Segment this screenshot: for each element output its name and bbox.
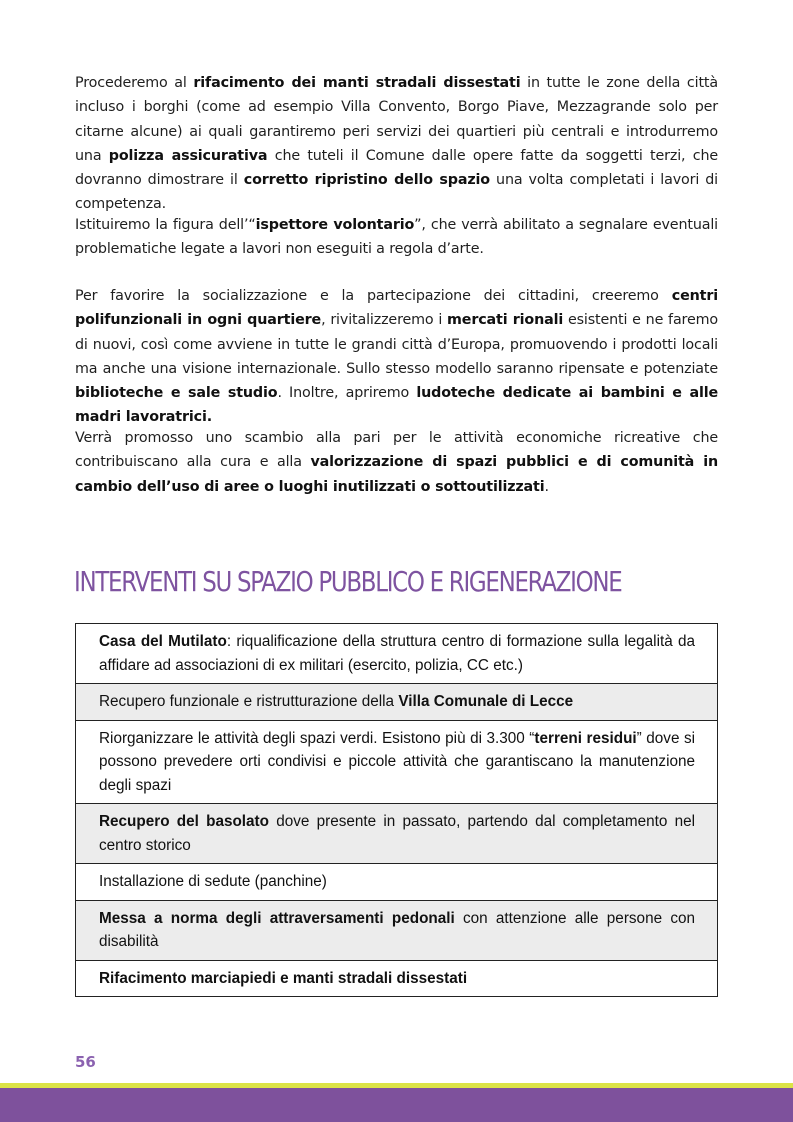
table-cell [76, 864, 718, 901]
text-span: Istituiremo la figura dell’“ [75, 217, 256, 233]
table-cell [76, 624, 718, 684]
page-number: 56 [75, 1053, 96, 1071]
footer-band-purple [0, 1088, 793, 1122]
bold-text-span: Recupero del basolato [99, 813, 269, 830]
table-row [76, 960, 718, 997]
table-cell [76, 804, 718, 864]
table-cell [76, 720, 718, 804]
paragraph-exchange-economy [75, 426, 718, 499]
text-span: dove presente in passato, partendo dal completamento nel centro storico [99, 813, 695, 854]
text-span: Per favorire la socializzazione e la partecipazione dei cittadini, creeremo [75, 288, 672, 304]
paragraph-road-resurfacing [75, 71, 718, 217]
text-span: Procederemo al [75, 75, 194, 91]
text-span: Verrà promosso uno scambio alla pari per le attività economiche ricreative che contribuiscano alla cura e alla [75, 430, 718, 471]
bold-text-span: Villa Comunale di Lecce [398, 693, 574, 710]
bold-text-span: terreni residui [534, 729, 637, 747]
paragraph-volunteer-inspector [75, 213, 718, 262]
text-span: Installazione di sedute (panchine) [99, 873, 327, 890]
text-span: ”, che verrà abilitato a segnalare eventuali problematiche legate a lavori non eseguiti a regola d’arte. [75, 217, 718, 258]
bold-text-span: ispettore volontario [255, 217, 415, 233]
bold-text-span: polizza assicurativa [108, 147, 268, 164]
table-cell [76, 684, 718, 721]
bold-text-span: Casa del Mutilato [99, 633, 227, 650]
bold-text-span: ludoteche dedicate ai bambini e alle madri lavoratrici. [75, 385, 719, 426]
table-cell [76, 900, 718, 960]
text-span: . Inoltre, apriremo [277, 385, 417, 402]
text-span: , rivitalizzeremo i [321, 312, 448, 329]
text-span: : riqualificazione della struttura centro di formazione sulla legalità da affidare ad associazioni di ex militari (esercito, polizia, CC etc.) [99, 633, 696, 674]
table-row [76, 720, 718, 804]
text-span: esistenti e ne faremo di nuovi, così come avviene in tutte le grandi città d’Europa, promuovendo i prodotti locali ma anche una visione internazionale. Sullo stesso modello saranno ripensate e potenziate [75, 312, 718, 377]
text-span: . [544, 478, 549, 495]
interventions-table-body [76, 624, 718, 997]
bold-text-span: rifacimento dei manti stradali dissestati [193, 75, 521, 91]
text-span: ” dove si possono prevedere orti condivisi e piccole attività che garantiscano la manutenzione degli spazi [99, 729, 696, 794]
text-span: con attenzione alle persone con disabilità [99, 909, 695, 950]
interventions-table [75, 623, 718, 997]
table-row [76, 900, 718, 960]
table-cell [76, 960, 718, 997]
text-span: che tuteli il Comune dalle opere fatte da soggetti terzi, che dovranno dimostrare il [75, 147, 718, 189]
table-row [76, 864, 718, 901]
table-row [76, 624, 718, 684]
bold-text-span: valorizzazione di spazi pubblici e di comunità in cambio dell’uso di aree o luoghi inutilizzati o sottoutilizzati [75, 454, 718, 495]
bold-text-span: centri polifunzionali in ogni quartiere [75, 288, 718, 329]
bold-text-span: biblioteche e sale studio [75, 385, 278, 402]
text-span: Recupero funzionale e ristrutturazione della [99, 693, 399, 710]
bold-text-span: Messa a norma degli attraversamenti pedonali [99, 909, 455, 927]
section-title: INTERVENTI SU SPAZIO PUBBLICO E RIGENERAZIONE [74, 565, 622, 598]
bold-text-span: mercati rionali [447, 312, 564, 329]
bold-text-span: Rifacimento marciapiedi e manti stradali dissestati [99, 969, 468, 987]
paragraph-multifunctional-centers [75, 284, 718, 430]
table-row [76, 804, 718, 864]
text-span: Riorganizzare le attività degli spazi verdi. Esistono più di 3.300 “ [99, 729, 535, 747]
bold-text-span: corretto ripristino dello spazio [243, 172, 490, 189]
text-span: in tutte le zone della città incluso i borghi (come ad esempio Villa Convento, Borgo Piave, Mezzagrande solo per citarne alcune) ai quali garantiremo peri servizi dei quartieri più centrali e introdurremo una [75, 75, 718, 164]
text-span: una volta completati i lavori di competenza. [75, 172, 718, 213]
table-row [76, 684, 718, 721]
